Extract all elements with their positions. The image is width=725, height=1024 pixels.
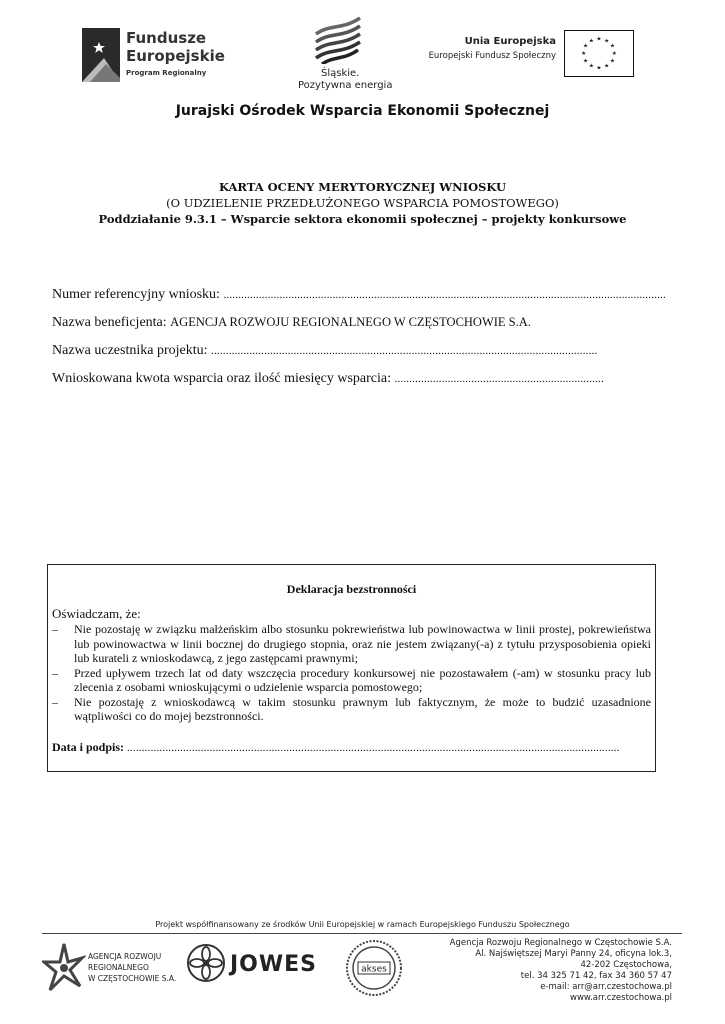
field-label: Wnioskowana kwota wsparcia oraz ilość miesięcy wsparcia:: [52, 371, 395, 386]
address-line: Al. Najświętszej Maryi Panny 24, oficyna lok.3,: [475, 949, 672, 959]
address-email[interactable]: e-mail: arr@arr.czestochowa.pl: [540, 982, 672, 992]
declaration-title: Deklaracja bezstronności: [286, 582, 417, 596]
arr-line3: W CZĘSTOCHOWIE S.A.: [88, 974, 177, 983]
field-beneficiary: [52, 315, 531, 331]
list-item: – Nie pozostaję z wnioskodawcą w takim stosunku prawnym lub faktycznym, że może to budzić uzasadnione wątpliwości co do mojej bezstronności.: [52, 694, 651, 723]
fundusze-line1: Fundusze: [126, 29, 207, 47]
svg-text:★: ★: [581, 50, 587, 57]
svg-text:★: ★: [583, 43, 589, 50]
svg-text:★: ★: [588, 63, 594, 70]
slaskie-line2: Pozytywna energia: [298, 80, 393, 91]
address-line: Agencja Rozwoju Regionalnego w Częstochowie S.A.: [449, 938, 672, 948]
field-reference-number: [52, 287, 666, 303]
field-label: Nazwa beneficjenta:: [52, 315, 171, 330]
signature-line[interactable]: [52, 740, 620, 755]
organization-title: Jurajski Ośrodek Wsparcia Ekonomii Społecznej: [175, 103, 550, 119]
signature-dots[interactable]: .......................................................................................................................................................................: [124, 742, 620, 754]
field-amount: [52, 371, 604, 387]
fundusze-europejskie-icon: [82, 28, 120, 82]
address-line: 42-202 Częstochowa,: [580, 960, 672, 970]
arr-logo: [42, 938, 202, 1000]
svg-text:★: ★: [609, 43, 615, 50]
svg-text:★: ★: [604, 38, 610, 45]
slaskie-logo: [290, 14, 400, 94]
fundusze-europejskie-logo: [82, 25, 232, 85]
arr-line1: AGENCJA ROZWOJU: [88, 952, 162, 961]
slaskie-waves-icon: [312, 14, 364, 64]
eu-logo: [422, 30, 634, 78]
footer-divider: [42, 933, 682, 934]
address-website[interactable]: www.arr.czestochowa.pl: [570, 993, 672, 1003]
svg-text:★: ★: [596, 36, 602, 43]
jowes-wordmark: JOWES: [230, 952, 318, 977]
field-value[interactable]: .......................................................................: [394, 373, 604, 385]
footer-address: [450, 938, 672, 1004]
list-item: – Przed upływem trzech lat od daty wszczęcia procedury konkursowej nie pozostawałem (-am) w stosunku pracy lub zlecenia z osobami wnioskującymi o udzielenie wsparcia pomostowego;: [52, 665, 651, 694]
field-value[interactable]: ...................................................................................................................................: [211, 345, 598, 357]
jowes-flower-icon: [186, 943, 226, 983]
svg-text:★: ★: [596, 65, 602, 72]
field-label: Numer referencyjny wniosku:: [52, 287, 224, 302]
address-line: tel. 34 325 71 42, fax 34 360 57 47: [520, 971, 672, 981]
svg-text:★: ★: [604, 63, 610, 70]
svg-text:★: ★: [609, 58, 615, 65]
eu-flag-icon: [564, 30, 634, 77]
card-subtitle: (O UDZIELENIE PRZEDŁUŻONEGO WSPARCIA POMOSTOWEGO): [166, 196, 559, 210]
eu-line1: Unia Europejska: [464, 36, 556, 47]
field-value[interactable]: ......................................................................................................................................................: [223, 289, 666, 301]
card-subaction: Poddziałanie 9.3.1 – Wsparcie sektora ekonomii społecznej – projekty konkursowe: [98, 212, 627, 226]
fundusze-line2: Europejskie: [126, 47, 225, 65]
footer-note: Projekt współfinansowany ze środków Unii Europejskiej w ramach Europejskiego Funduszu Społecznego: [155, 920, 570, 929]
svg-text:★: ★: [583, 58, 589, 65]
field-value: AGENCJA ROZWOJU REGIONALNEGO W CZĘSTOCHOWIE S.A.: [170, 315, 531, 329]
card-title: KARTA OCENY MERYTORYCZNEJ WNIOSKU: [218, 180, 507, 194]
svg-text:★: ★: [588, 38, 594, 45]
field-label: Nazwa uczestnika projektu:: [52, 343, 211, 358]
svg-text:★: ★: [611, 50, 617, 57]
declaration-box: [47, 564, 656, 772]
declaration-list: [52, 622, 651, 724]
jowes-logo: [186, 943, 326, 991]
akses-seal-icon: [344, 938, 404, 998]
declaration-intro: Oświadczam, że:: [52, 606, 141, 621]
signature-label: Data i podpis:: [52, 740, 125, 754]
fundusze-line3: Program Regionalny: [126, 69, 207, 77]
arr-star-icon: [42, 940, 86, 996]
eu-line2: Europejski Fundusz Społeczny: [428, 51, 556, 61]
field-participant: [52, 343, 597, 359]
akses-wordmark: akses: [361, 964, 387, 975]
arr-line2: REGIONALNEGO: [88, 963, 149, 972]
list-item: – Nie pozostaję w związku małżeńskim albo stosunku pokrewieństwa lub powinowactwa w linii prostej, pokrewieństwa lub powinowactwa w linii bocznej do drugiego stopnia, oraz nie jestem związany(-a) z tytułu przysposobienia opieki lub kurateli z wnioskodawcą, z jego zastępcami prawnymi;: [52, 622, 651, 665]
slaskie-line1: Śląskie.: [321, 68, 360, 79]
